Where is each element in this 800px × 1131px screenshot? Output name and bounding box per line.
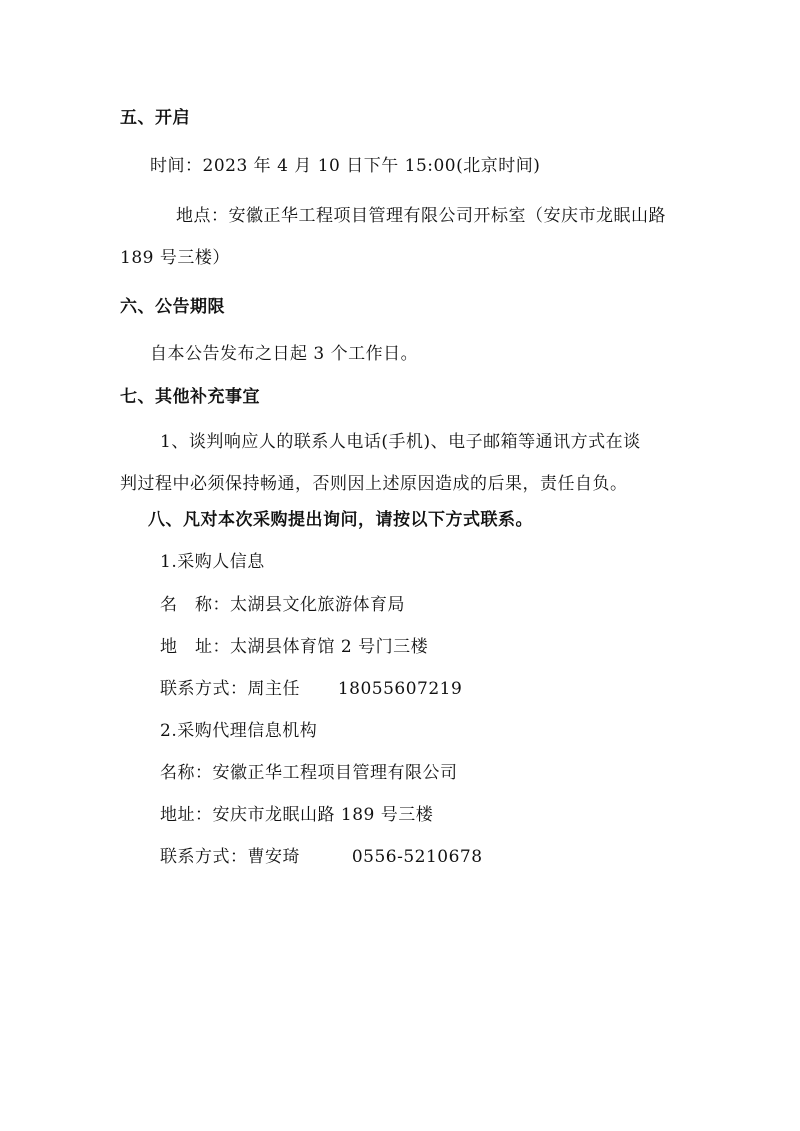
agency-info-title: 2.采购代理信息机构 [160,721,318,741]
purchaser-contact [160,677,462,701]
agency-contact-label: 联系方式：曹安琦 [160,847,300,867]
agency-address: 地址：安庆市龙眠山路 189 号三楼 [160,805,434,825]
purchaser-contact-label: 联系方式：周主任 [160,679,300,699]
notice-period-text: 自本公告发布之日起 3 个工作日。 [150,344,419,364]
agency-name: 名称：安徽正华工程项目管理有限公司 [160,763,458,783]
supplement-item-1-line-1: 1、谈判响应人的联系人电话(手机)、电子邮箱等通讯方式在谈 [160,432,641,452]
agency-contact-phone: 0556-5210678 [351,847,483,867]
supplement-item-1-line-2: 判过程中必须保持畅通，否则因上述原因造成的后果，责任自负。 [120,474,628,494]
purchaser-info-title: 1.采购人信息 [160,552,265,572]
agency-contact [160,845,483,869]
section-8-heading: 八、凡对本次采购提出询问，请按以下方式联系。 [148,510,533,530]
purchaser-contact-phone: 18055607219 [337,679,463,699]
section-5-heading: 五、开启 [120,108,190,128]
purchaser-name: 名 称：太湖县文化旅游体育局 [160,595,405,615]
opening-location-line-2: 189 号三楼） [120,248,230,268]
opening-location-line-1: 地点：安徽正华工程项目管理有限公司开标室（安庆市龙眠山路 [176,206,666,226]
section-7-heading: 七、其他补充事宜 [120,387,260,407]
section-6-heading: 六、公告期限 [120,297,225,317]
opening-time: 时间：2023 年 4 月 10 日下午 15:00(北京时间) [150,156,541,176]
purchaser-address: 地 址：太湖县体育馆 2 号门三楼 [160,637,429,657]
